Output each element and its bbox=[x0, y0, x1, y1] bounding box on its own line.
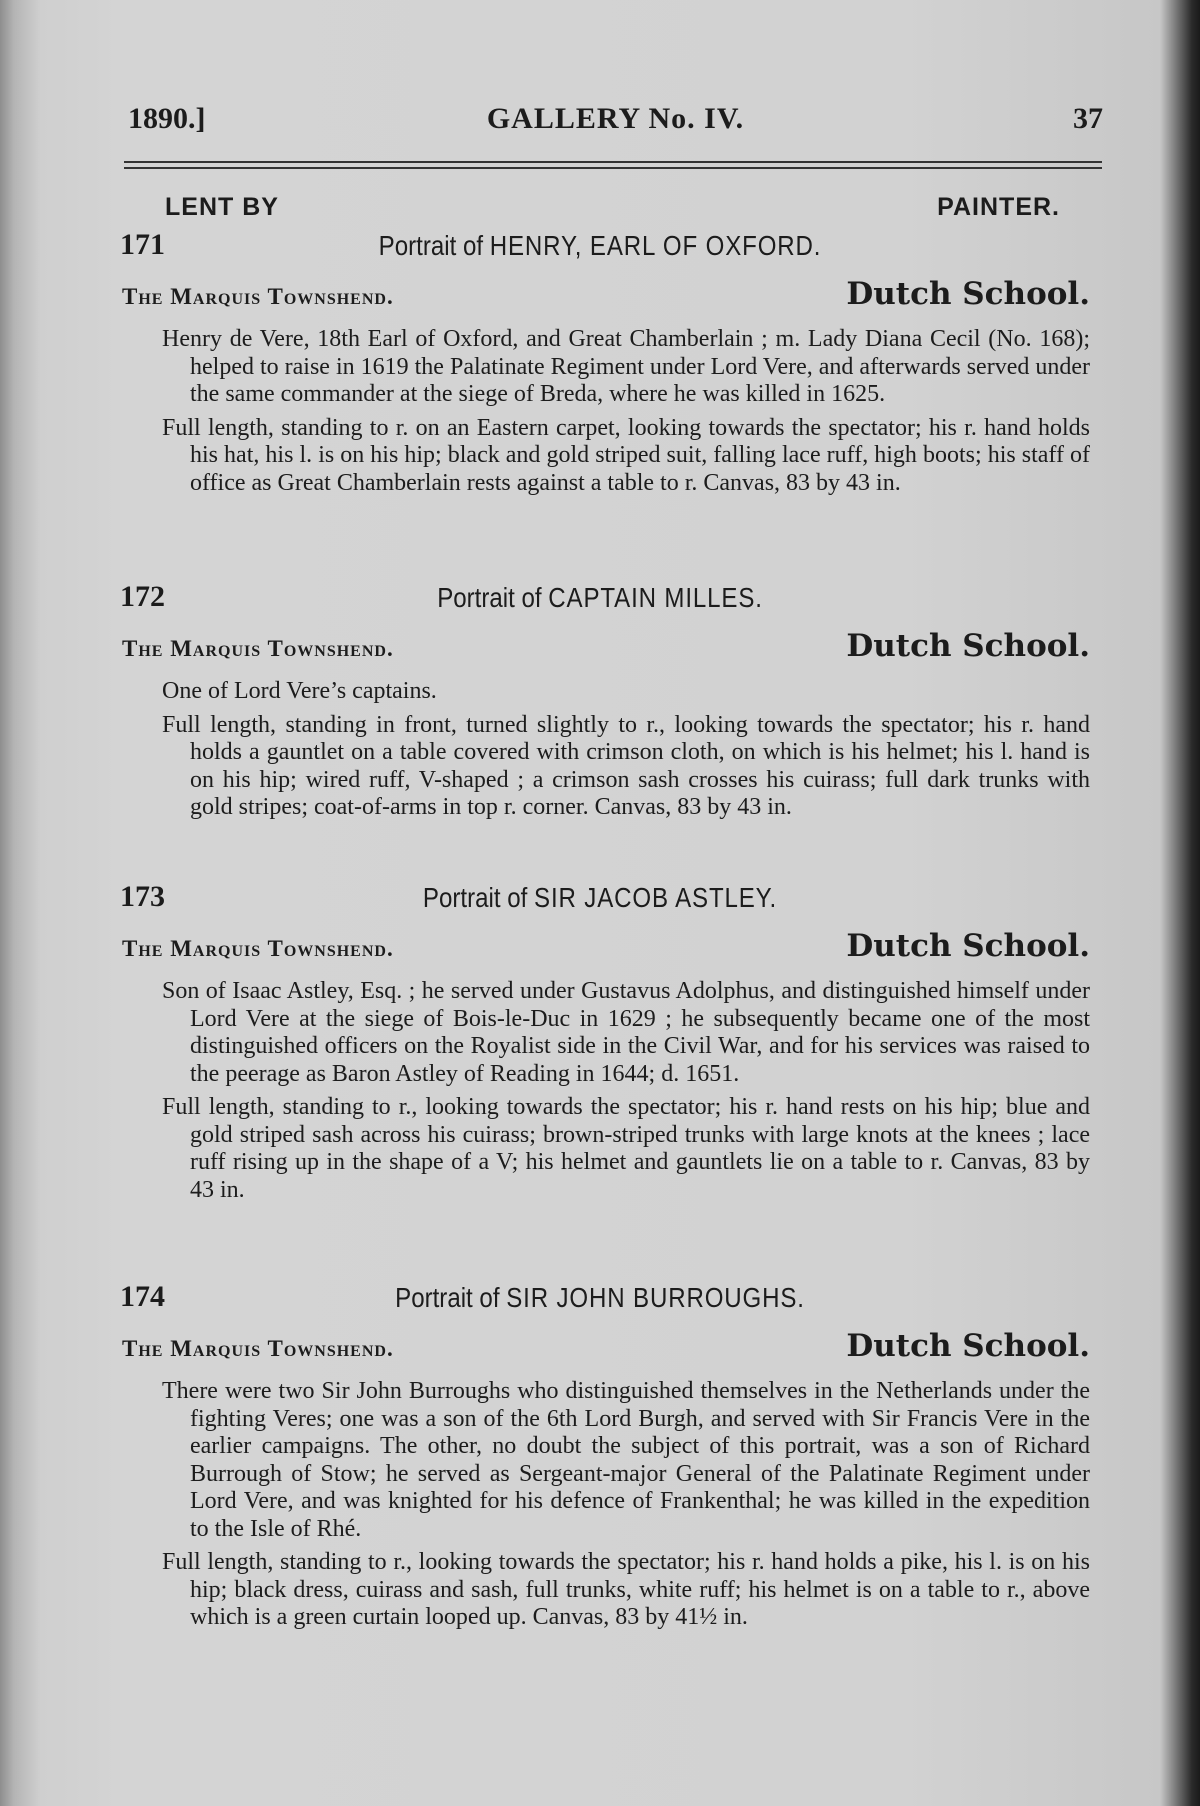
catalogue-entry bbox=[110, 580, 1090, 822]
header-page-number: 37 bbox=[1073, 102, 1103, 135]
entry-title-name: CAPTAIN MILLES. bbox=[548, 582, 763, 613]
entry-title bbox=[179, 882, 1022, 914]
entry-lender-row bbox=[110, 628, 1090, 672]
entry-lender: The Marquis Townshend. bbox=[122, 1336, 394, 1361]
entry-title bbox=[179, 230, 1022, 262]
entry-description: Full length, standing to r. on an Eastern carpet, looking towards the spectator; his r. hand holds his hat, his l. is on his hip; black and gold striped suit, falling lace ruff, high boots; his staff of office as Great Chamberlain rests against a table to r. Canvas, 83 by 43 in. bbox=[162, 414, 1090, 496]
header-rule-bottom bbox=[124, 167, 1102, 169]
entry-biography: One of Lord Vere’s captains. bbox=[162, 678, 437, 704]
entry-title bbox=[179, 582, 1022, 614]
entry-lender: The Marquis Townshend. bbox=[122, 936, 394, 961]
entry-title-prefix: Portrait of bbox=[437, 582, 542, 613]
catalogue-entry bbox=[110, 228, 1090, 497]
entry-number: 172 bbox=[120, 580, 165, 613]
entry-lender: The Marquis Townshend. bbox=[122, 636, 394, 661]
entry-number: 173 bbox=[120, 880, 165, 913]
entry-title-name: SIR JACOB ASTLEY. bbox=[534, 882, 778, 913]
entry-title-name: HENRY, EARL OF OXFORD. bbox=[489, 230, 822, 261]
entry-biography: Henry de Vere, 18th Earl of Oxford, and Great Chamberlain ; m. Lady Diana Cecil (No. 168); helped to raise in 1619 the Palatinate Regiment under Lord Vere, and afterwards served under the same commander at the siege of Breda, where he was killed in 1625. bbox=[162, 326, 1090, 407]
catalogue-entry bbox=[110, 1280, 1090, 1632]
entry-painter: Dutch School. bbox=[846, 1328, 1090, 1364]
entry-lender-row bbox=[110, 928, 1090, 972]
entry-description: Full length, standing to r., looking towards the spectator; his r. hand holds a pike, his l. is on his hip; black dress, cuirass and sash, full trunks, white ruff; his helmet is on a table to r., above which is a green curtain looped up. Canvas, 83 by 41½ in. bbox=[162, 1549, 1090, 1630]
entry-title-prefix: Portrait of bbox=[395, 1282, 500, 1313]
entry-description: Full length, standing to r., looking towards the spectator; his r. hand rests on his hip; blue and gold striped sash across his cuirass; brown-striped trunks with large knots at the knees ; lace ruff rising up in the shape of a V; his helmet and gauntlets lie on a table to r. Canvas, 83 by 43 in. bbox=[162, 1094, 1090, 1203]
entry-biography: Son of Isaac Astley, Esq. ; he served under Gustavus Adolphus, and distinguished himself under Lord Vere at the siege of Bois-le-Duc in 1629 ; he subsequently became one of the most distinguished officers on the Royalist side in the Civil War, and for his services was raised to the peerage as Baron Astley of Reading in 1644; d. 1651. bbox=[162, 978, 1090, 1087]
entry-title-prefix: Portrait of bbox=[422, 882, 528, 913]
column-label-lent-by: LENT BY bbox=[165, 193, 279, 221]
entry-painter: Dutch School. bbox=[846, 928, 1090, 964]
entry-heading bbox=[110, 880, 1090, 920]
header-rule-top bbox=[124, 161, 1102, 163]
entry-description: Full length, standing in front, turned slightly to r., looking towards the spectator; his r. hand holds a gauntlet on a table covered with crimson cloth, on which is his helmet; his l. hand is on his hip; wired ruff, V-shaped ; a crimson sash crosses his cuirass; full dark trunks with gold stripes; coat-of-arms in top r. corner. Canvas, 83 by 43 in. bbox=[162, 711, 1090, 820]
entry-number: 171 bbox=[120, 228, 165, 261]
entry-lender: The Marquis Townshend. bbox=[122, 284, 394, 309]
entry-heading bbox=[110, 1280, 1090, 1320]
entry-painter: Dutch School. bbox=[846, 276, 1090, 312]
entry-heading bbox=[110, 580, 1090, 620]
entry-title bbox=[179, 1282, 1022, 1314]
entry-painter: Dutch School. bbox=[846, 628, 1090, 664]
entry-heading bbox=[110, 228, 1090, 268]
entry-number: 174 bbox=[120, 1280, 165, 1313]
entry-title-prefix: Portrait of bbox=[378, 230, 484, 261]
catalogue-entry bbox=[110, 880, 1090, 1204]
entry-lender-row bbox=[110, 1328, 1090, 1372]
header-gallery-title: GALLERY No. IV. bbox=[486, 102, 745, 135]
entry-title-name: SIR JOHN BURROUGHS. bbox=[506, 1282, 805, 1313]
entry-biography: There were two Sir John Burroughs who distinguished themselves in the Netherlands under the fighting Veres; one was a son of the 6th Lord Burgh, and served with Sir Francis Vere in the earlier campaigns. The other, no doubt the subject of this portrait, was a son of Richard Burrough of Stow; he served as Sergeant-major General of the Palatinate Regiment under Lord Vere, and was knighted for his defence of Frankenthal; he was killed in the expedition to the Isle of Rhé. bbox=[162, 1378, 1090, 1542]
column-label-painter: PAINTER. bbox=[937, 193, 1060, 221]
running-header bbox=[128, 102, 1103, 148]
entry-lender-row bbox=[110, 276, 1090, 320]
header-year: 1890.] bbox=[128, 102, 206, 135]
